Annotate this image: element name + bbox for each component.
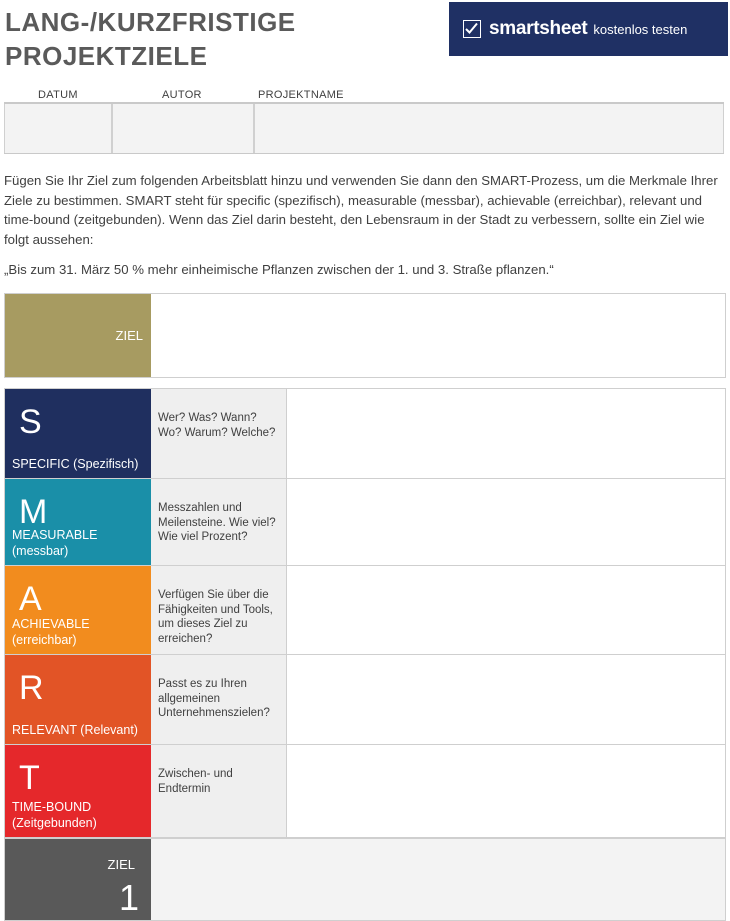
- goal-1-number: 1: [118, 877, 139, 918]
- smart-row-relevant: [5, 655, 725, 745]
- project-name-field[interactable]: [254, 104, 724, 153]
- banner-brand: smartsheet: [489, 18, 588, 39]
- smart-answer-field[interactable]: [287, 389, 725, 478]
- smart-answer-field[interactable]: [287, 745, 725, 837]
- page-title: [5, 5, 425, 73]
- goal-1-label: ZIEL: [107, 857, 135, 872]
- date-label: DATUM: [38, 89, 78, 101]
- project-name-label: PROJEKTNAME: [258, 89, 344, 101]
- goal-1-input[interactable]: [151, 839, 725, 920]
- smart-word: SPECIFIC (Spezifisch): [12, 457, 139, 471]
- smart-letter-cell: [5, 389, 151, 478]
- header-fields: [4, 102, 724, 154]
- title-line-2: PROJEKTZIELE: [5, 41, 208, 71]
- smart-question: Zwischen- und Endtermin: [151, 745, 287, 837]
- smart-answer-field[interactable]: [287, 566, 725, 654]
- goal-label: ZIEL: [5, 294, 151, 377]
- goal-1-box: [4, 838, 726, 921]
- smart-letter: M: [19, 493, 48, 531]
- author-label: AUTOR: [162, 89, 202, 101]
- smart-word: MEASURABLE (messbar): [12, 528, 98, 558]
- date-field[interactable]: [4, 104, 112, 153]
- smart-row-time-bound: [5, 745, 725, 837]
- smart-letter: T: [19, 759, 40, 797]
- smart-letter-cell: [5, 566, 151, 654]
- goal-1-label-cell: [5, 839, 151, 920]
- smart-letter: R: [19, 669, 44, 707]
- smart-question: Wer? Was? Wann? Wo? Warum? Welche?: [151, 389, 287, 478]
- smart-letter-cell: [5, 479, 151, 565]
- smart-question: Messzahlen und Meilensteine. Wie viel? Wie viel Prozent?: [151, 479, 287, 565]
- goal-input[interactable]: [151, 294, 725, 377]
- smart-row-achievable: [5, 566, 725, 655]
- smart-row-measurable: [5, 479, 725, 566]
- author-field[interactable]: [112, 104, 254, 153]
- title-line-1: LANG-/KURZFRISTIGE: [5, 7, 296, 37]
- smartsheet-logo-icon: [463, 20, 481, 38]
- smart-letter-cell: [5, 655, 151, 744]
- example-goal: „Bis zum 31. März 50 % mehr einheimische Pflanzen zwischen der 1. und 3. Straße pflanzen.“: [4, 262, 554, 277]
- smart-answer-field[interactable]: [287, 479, 725, 565]
- smart-question: Passt es zu Ihren allgemeinen Unternehmenszielen?: [151, 655, 287, 744]
- smart-word: ACHIEVABLE (erreichbar): [12, 617, 90, 647]
- smart-row-specific: [5, 389, 725, 479]
- smartsheet-banner[interactable]: [449, 2, 728, 56]
- smart-question: Verfügen Sie über die Fähigkeiten und Tools, um dieses Ziel zu erreichen?: [151, 566, 287, 654]
- smart-word: RELEVANT (Relevant): [12, 723, 138, 737]
- smart-table: [4, 388, 726, 838]
- smart-letter: A: [19, 580, 42, 618]
- intro-text: Fügen Sie Ihr Ziel zum folgenden Arbeitsblatt hinzu und verwenden Sie dann den SMART-Prozess, um die Merkmale Ihrer Ziele zu bestimmen. SMART steht für specific (spezifisch), measurable (messbar), achievable (erreichbar), relevant und time-bound (zeitgebunden). Wenn das Ziel darin besteht, den Lebensraum in der Stadt zu verbessern, sollte ein Ziel wie folgt aussehen:: [4, 173, 718, 247]
- banner-cta: kostenlos testen: [593, 21, 688, 37]
- smart-word: TIME-BOUND (Zeitgebunden): [12, 800, 97, 830]
- smart-answer-field[interactable]: [287, 655, 725, 744]
- goal-box: [4, 293, 726, 378]
- smart-letter-cell: [5, 745, 151, 837]
- smart-letter: S: [19, 403, 42, 441]
